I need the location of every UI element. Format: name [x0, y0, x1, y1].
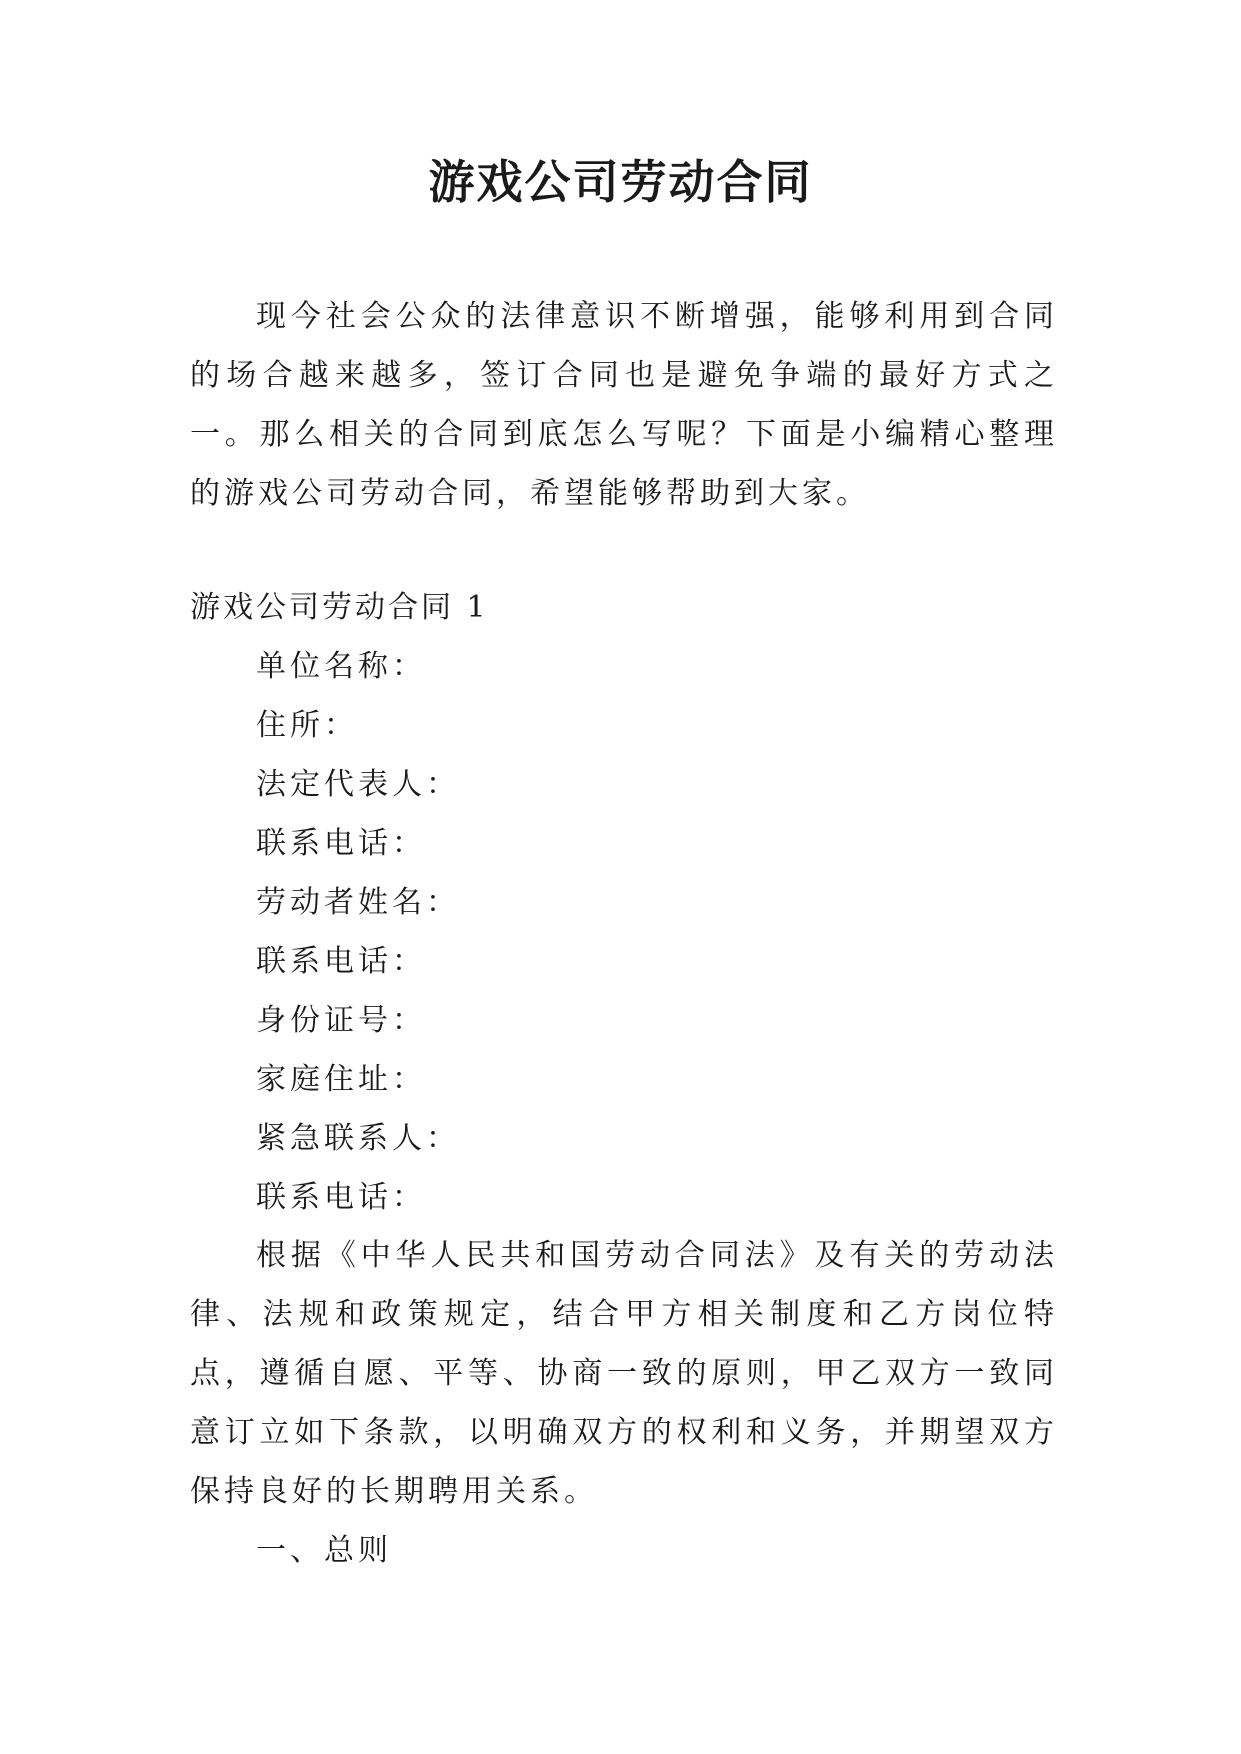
- document-title: 游戏公司劳动合同: [428, 155, 813, 209]
- field-id-number: 身份证号：: [256, 1003, 426, 1038]
- field-address: 住所：: [256, 708, 358, 743]
- field-company-name: 单位名称：: [256, 649, 426, 684]
- field-company-phone: 联系电话：: [256, 826, 426, 861]
- field-emergency-phone: 联系电话：: [256, 1180, 426, 1215]
- section-heading-general: 一、总则: [256, 1533, 392, 1568]
- party-info-fields: [256, 637, 460, 1227]
- field-worker-name: 劳动者姓名：: [256, 885, 460, 920]
- intro-paragraph: 现今社会公众的法律意识不断增强，能够利用到合同的场合越来越多，签订合同也是避免争端的最好方式之一。那么相关的合同到底怎么写呢？下面是小编精心整理的游戏公司劳动合同，希望能够帮助到大家。: [190, 299, 1058, 511]
- field-worker-phone: 联系电话：: [256, 944, 426, 979]
- field-emergency-contact: 紧急联系人：: [256, 1121, 460, 1156]
- contract-heading: 游戏公司劳动合同 1: [190, 590, 489, 625]
- legal-basis-paragraph: 根据《中华人民共和国劳动合同法》及有关的劳动法律、法规和政策规定，结合甲方相关制度和乙方岗位特点，遵循自愿、平等、协商一致的原则，甲乙双方一致同意订立如下条款，以明确双方的权利和义务，并期望双方保持良好的长期聘用关系。: [190, 1238, 1058, 1509]
- field-home-address: 家庭住址：: [256, 1062, 426, 1097]
- field-legal-representative: 法定代表人：: [256, 767, 460, 802]
